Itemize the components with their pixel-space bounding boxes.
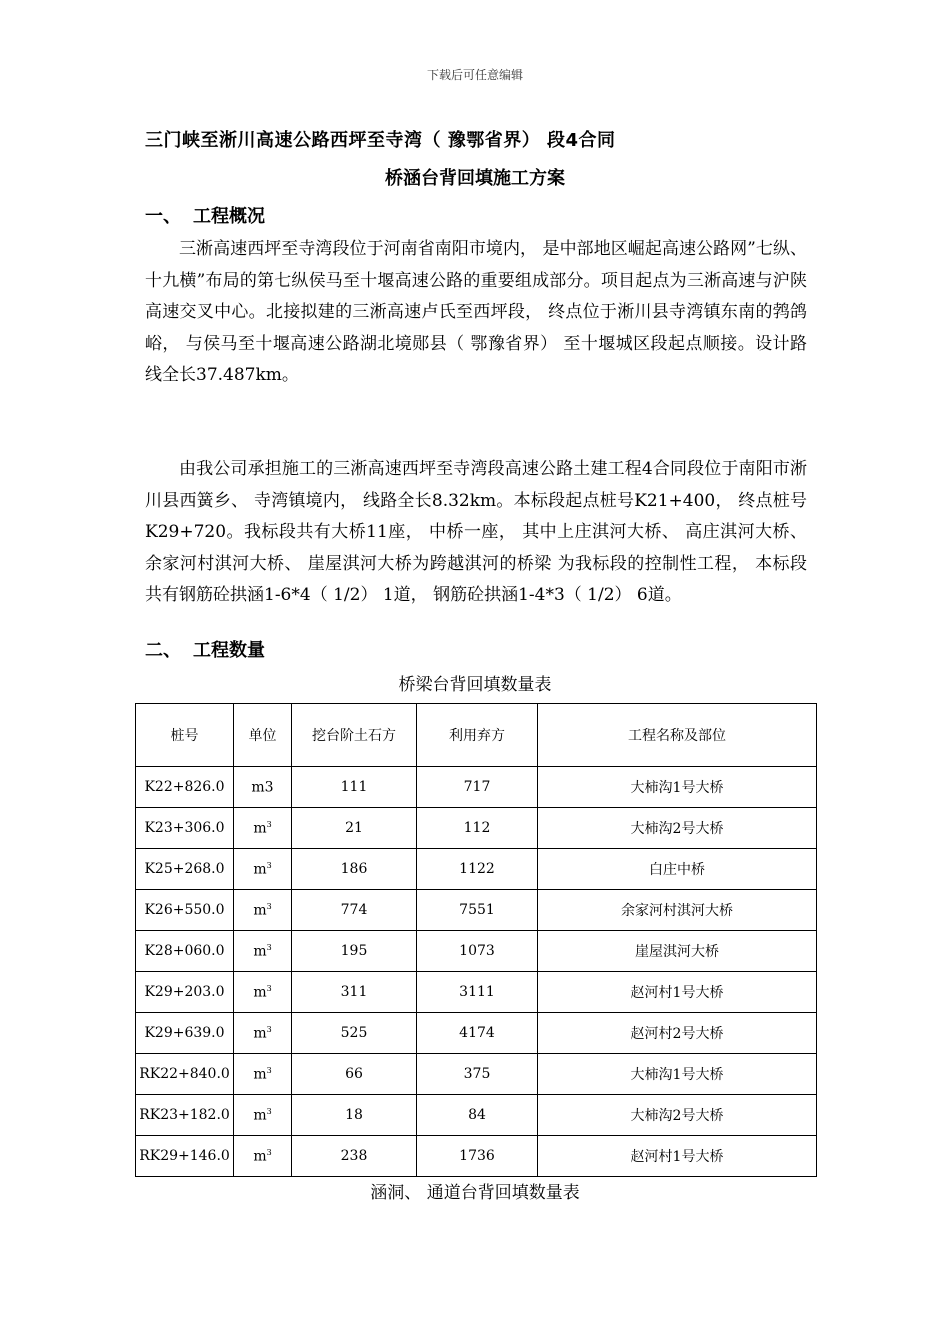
cell-cut-volume: 66 (292, 1054, 417, 1095)
unit-text: m (253, 984, 267, 1001)
cell-reuse-volume: 717 (417, 767, 538, 808)
cell-project-name: 大柿沟2号大桥 (538, 1095, 817, 1136)
cell-project-name: 余家河村淇河大桥 (538, 890, 817, 931)
unit-text: m (253, 1025, 267, 1042)
cell-unit (234, 931, 292, 972)
header-reuse-volume: 利用弃方 (417, 704, 538, 767)
unit-text: m (253, 943, 267, 960)
cell-unit (234, 1013, 292, 1054)
unit-superscript: 3 (266, 1065, 272, 1075)
cell-project-name: 大柿沟2号大桥 (538, 808, 817, 849)
unit-superscript: 3 (266, 1147, 272, 1157)
cell-unit (234, 767, 292, 808)
paragraph-overview-1: 三淅高速西坪至寺湾段位于河南省南阳市境内， 是中部地区崛起高速公路网”七纵、 十九横”布局的第七纵侯马至十堰高速公路的重要组成部分。项目起点为三淅高速与沪陕高速交叉中心。北接拟建的三淅高速卢氏至西坪段， 终点位于淅川县寺湾镇东南的鹁鸽峪， 与侯马至十堰高速公路湖北境郧县（ 鄂豫省界） 至十堰城区段起点顺接。设计路线全长37.487km。 (145, 239, 807, 385)
cell-station: K26+550.0 (136, 890, 234, 931)
cell-reuse-volume: 1073 (417, 931, 538, 972)
header-note: 下载后可任意编辑 (426, 68, 523, 82)
cell-unit (234, 808, 292, 849)
cell-project-name: 大柿沟1号大桥 (538, 1054, 817, 1095)
cell-cut-volume: 238 (292, 1136, 417, 1177)
cell-station: RK29+146.0 (136, 1136, 234, 1177)
table-row (136, 931, 817, 972)
unit-text: m3 (251, 779, 274, 796)
bridge-backfill-table (135, 703, 817, 1177)
cell-cut-volume: 195 (292, 931, 417, 972)
unit-text: m (253, 1066, 267, 1083)
unit-text: m (253, 1107, 267, 1124)
table-caption: 桥梁台背回填数量表 (398, 675, 552, 695)
unit-superscript: 3 (266, 901, 272, 911)
table-row (136, 849, 817, 890)
cell-station: RK22+840.0 (136, 1054, 234, 1095)
header-project-name: 工程名称及部位 (538, 704, 817, 767)
unit-text: m (253, 1148, 267, 1165)
cell-reuse-volume: 375 (417, 1054, 538, 1095)
table-row (136, 972, 817, 1013)
unit-superscript: 3 (266, 942, 272, 952)
cell-station: K22+826.0 (136, 767, 234, 808)
table-row (136, 1095, 817, 1136)
cell-project-name: 白庄中桥 (538, 849, 817, 890)
cell-reuse-volume: 112 (417, 808, 538, 849)
cell-reuse-volume: 4174 (417, 1013, 538, 1054)
cell-project-name: 崖屋淇河大桥 (538, 931, 817, 972)
cell-station: K25+268.0 (136, 849, 234, 890)
cell-station: K29+639.0 (136, 1013, 234, 1054)
unit-superscript: 3 (266, 819, 272, 829)
cell-unit (234, 1054, 292, 1095)
document-title-line1: 三门峡至淅川高速公路西坪至寺湾（ 豫鄂省界） 段4合同 (145, 130, 616, 151)
section-heading-2 (145, 636, 265, 662)
table2-caption: 涵洞、 通道台背回填数量表 (370, 1183, 580, 1203)
unit-text: m (253, 820, 267, 837)
cell-reuse-volume: 7551 (417, 890, 538, 931)
section-title: 工程数量 (193, 640, 265, 661)
cell-project-name: 赵河村1号大桥 (538, 1136, 817, 1177)
cell-reuse-volume: 1736 (417, 1136, 538, 1177)
section-title: 工程概况 (193, 206, 265, 227)
document-title-line2: 桥涵台背回填施工方案 (385, 168, 565, 189)
cell-unit (234, 890, 292, 931)
unit-superscript: 3 (266, 860, 272, 870)
table-row (136, 808, 817, 849)
cell-project-name: 赵河村1号大桥 (538, 972, 817, 1013)
paragraph-overview-2: 由我公司承担施工的三淅高速西坪至寺湾段高速公路土建工程4合同段位于南阳市淅川县西簧乡、 寺湾镇境内， 线路全长8.32km。本标段起点桩号K21+400， 终点桩号K29+720。我标段共有大桥11座， 中桥一座， 其中上庄淇河大桥、 高庄淇河大桥、 余家河村淇河大桥、 崖屋淇河大桥为跨越淇河的桥梁 为我标段的控制性工程， 本标段共有钢筋砼拱涵1-6*4（ 1/2） 1道， 钢筋砼拱涵1-4*3（ 1/2） 6道。 (145, 459, 807, 605)
header-unit: 单位 (234, 704, 292, 767)
cell-project-name: 赵河村2号大桥 (538, 1013, 817, 1054)
cell-cut-volume: 18 (292, 1095, 417, 1136)
table-row (136, 767, 817, 808)
table-row (136, 1013, 817, 1054)
cell-cut-volume: 186 (292, 849, 417, 890)
cell-station: RK23+182.0 (136, 1095, 234, 1136)
cell-cut-volume: 774 (292, 890, 417, 931)
cell-reuse-volume: 3111 (417, 972, 538, 1013)
cell-unit (234, 972, 292, 1013)
unit-superscript: 3 (266, 1024, 272, 1034)
cell-station: K28+060.0 (136, 931, 234, 972)
unit-text: m (253, 902, 267, 919)
cell-project-name: 大柿沟1号大桥 (538, 767, 817, 808)
unit-superscript: 3 (266, 1106, 272, 1116)
section-heading-1 (145, 202, 265, 228)
unit-text: m (253, 861, 267, 878)
table-row (136, 1136, 817, 1177)
header-cut-volume: 挖台阶土石方 (292, 704, 417, 767)
unit-superscript: 3 (266, 983, 272, 993)
cell-reuse-volume: 84 (417, 1095, 538, 1136)
cell-station: K29+203.0 (136, 972, 234, 1013)
header-station: 桩号 (136, 704, 234, 767)
cell-unit (234, 1095, 292, 1136)
cell-unit (234, 1136, 292, 1177)
cell-cut-volume: 311 (292, 972, 417, 1013)
cell-cut-volume: 111 (292, 767, 417, 808)
cell-cut-volume: 525 (292, 1013, 417, 1054)
cell-reuse-volume: 1122 (417, 849, 538, 890)
table-body (136, 767, 817, 1177)
section-number: 二、 (145, 640, 181, 661)
table-row (136, 1054, 817, 1095)
table-row (136, 890, 817, 931)
cell-unit (234, 849, 292, 890)
table-header-row (136, 704, 817, 767)
cell-station: K23+306.0 (136, 808, 234, 849)
section-number: 一、 (145, 206, 181, 227)
cell-cut-volume: 21 (292, 808, 417, 849)
